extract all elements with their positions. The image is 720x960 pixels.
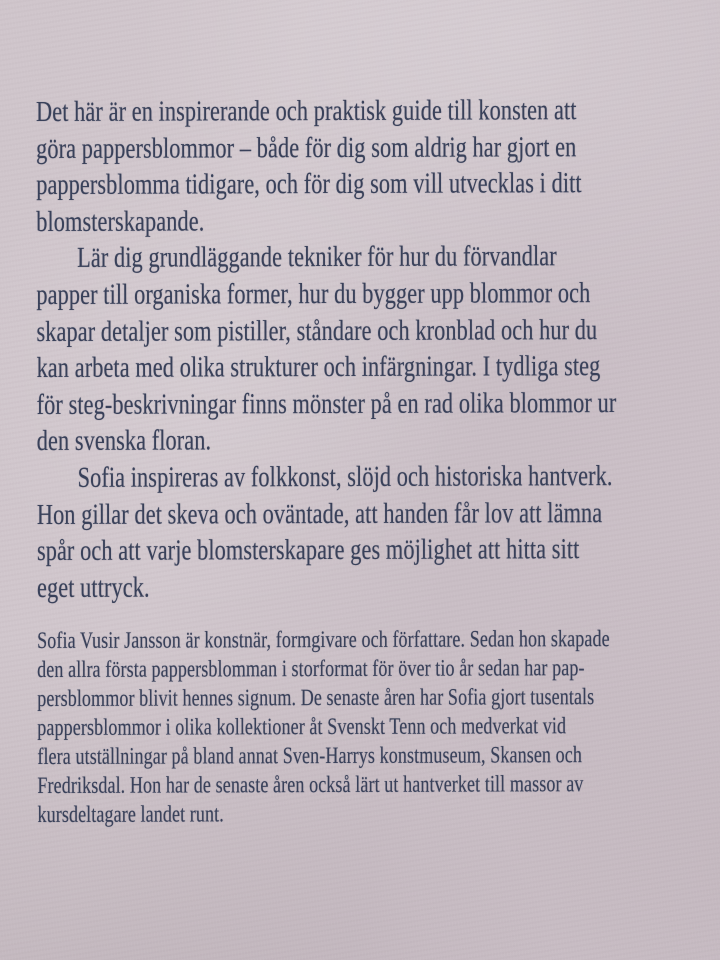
text-line: blomsterskapande. <box>36 205 205 238</box>
author-bio <box>37 625 701 830</box>
intro-text <box>36 92 701 607</box>
text-line: kan arbeta med olika strukturer och infärgningar. I tydliga steg <box>36 350 601 385</box>
text-line: kursdeltagare landet runt. <box>37 801 224 829</box>
text-line: den svenska floran. <box>36 424 212 458</box>
text-line: Fredriksdal. Hon har de senaste åren också lärt ut hantverket till massor av <box>37 771 584 800</box>
text-line: skapar detaljer som pistiller, ståndare och kronblad och hur du <box>36 313 598 348</box>
text-line: spår och att varje blomsterskapare ges möjlighet att hitta sitt <box>36 533 580 568</box>
text-line: Det här är en inspirerande och praktisk guide till konsten att <box>36 94 577 128</box>
text-line: Hon gillar det skeva och oväntade, att handen får lov att lämna <box>36 496 603 531</box>
intro-paragraph-3 <box>37 458 701 607</box>
text-line: eget uttryck. <box>36 571 150 604</box>
text-line: pappersblomma tidigare, och för dig som vill utvecklas i ditt <box>36 167 582 202</box>
text-line: Sofia Vusir Jansson är konstnär, formgivare och författare. Sedan hon skapade <box>37 626 610 655</box>
page-text <box>36 92 701 831</box>
text-line: för steg-beskrivningar finns mönster på en rad olika blommor ur <box>36 386 617 421</box>
text-line: papper till organiska former, hur du bygger upp blommor och <box>36 277 591 311</box>
text-line: Lär dig grundläggande tekniker för hur du förvandlar <box>77 240 557 275</box>
text-line: pappersblommor i olika kollektioner åt Svenskt Tenn och medverkat vid <box>37 713 567 742</box>
intro-paragraph-2 <box>36 238 700 460</box>
text-line: persblommor blivit hennes signum. De senaste åren har Sofia gjort tusentals <box>37 684 595 713</box>
text-line: den allra första pappersblomman i storformat för över tio år sedan har pap- <box>37 655 585 684</box>
text-line: flera utställningar på bland annat Sven-Harrys konstmuseum, Skansen och <box>37 742 583 771</box>
text-line: Sofia inspireras av folkkonst, slöjd och historiska hantverk. <box>77 459 613 494</box>
text-line: göra pappersblommor – både för dig som aldrig har gjort en <box>36 130 577 165</box>
intro-paragraph-1 <box>36 92 700 241</box>
